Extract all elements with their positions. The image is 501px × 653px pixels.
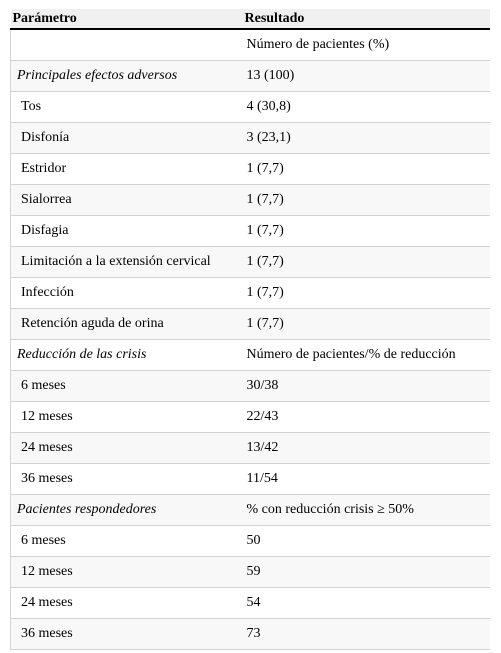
param-cell: Sialorrea bbox=[11, 185, 243, 216]
table-row bbox=[11, 29, 491, 61]
param-cell: 12 meses bbox=[11, 557, 243, 588]
param-cell: 24 meses bbox=[11, 433, 243, 464]
result-cell: 4 (30,8) bbox=[243, 92, 491, 123]
table-header bbox=[11, 9, 491, 29]
result-cell: 13 (100) bbox=[243, 61, 491, 92]
result-cell: 1 (7,7) bbox=[243, 309, 491, 340]
header-param: Parámetro bbox=[11, 9, 243, 29]
param-cell: 36 meses bbox=[11, 464, 243, 495]
result-cell: 1 (7,7) bbox=[243, 247, 491, 278]
param-cell: Disfonía bbox=[11, 123, 243, 154]
table-row bbox=[11, 61, 491, 92]
result-cell: 3 (23,1) bbox=[243, 123, 491, 154]
result-cell: % con reducción crisis ≥ 50% bbox=[243, 495, 491, 526]
table-row bbox=[11, 557, 491, 588]
table-row bbox=[11, 92, 491, 123]
result-cell: 50 bbox=[243, 526, 491, 557]
section-label: Principales efectos adversos bbox=[11, 61, 243, 92]
table-row bbox=[11, 371, 491, 402]
param-cell: Limitación a la extensión cervical bbox=[11, 247, 243, 278]
table-row bbox=[11, 433, 491, 464]
param-cell: Disfagia bbox=[11, 216, 243, 247]
param-cell: 24 meses bbox=[11, 588, 243, 619]
results-table bbox=[10, 9, 490, 650]
table-row bbox=[11, 278, 491, 309]
results-table-container bbox=[10, 9, 490, 653]
table-row bbox=[11, 154, 491, 185]
result-cell: 59 bbox=[243, 557, 491, 588]
header-result: Resultado bbox=[243, 9, 491, 29]
param-cell: Retención aguda de orina bbox=[11, 309, 243, 340]
table-body bbox=[11, 29, 491, 650]
result-cell: Número de pacientes (%) bbox=[243, 29, 491, 61]
section-label: Pacientes respondedores bbox=[11, 495, 243, 526]
table-row bbox=[11, 619, 491, 650]
table-row bbox=[11, 247, 491, 278]
result-cell: 30/38 bbox=[243, 371, 491, 402]
table-row bbox=[11, 340, 491, 371]
table-row bbox=[11, 402, 491, 433]
result-cell: Número de pacientes/% de reducción bbox=[243, 340, 491, 371]
table-row bbox=[11, 464, 491, 495]
result-cell: 1 (7,7) bbox=[243, 216, 491, 247]
table-row bbox=[11, 495, 491, 526]
table-row bbox=[11, 216, 491, 247]
param-cell: Tos bbox=[11, 92, 243, 123]
result-cell: 22/43 bbox=[243, 402, 491, 433]
section-label: Reducción de las crisis bbox=[11, 340, 243, 371]
result-cell: 1 (7,7) bbox=[243, 278, 491, 309]
table-row bbox=[11, 526, 491, 557]
param-cell: 6 meses bbox=[11, 526, 243, 557]
param-cell: Estridor bbox=[11, 154, 243, 185]
param-cell: 6 meses bbox=[11, 371, 243, 402]
result-cell: 1 (7,7) bbox=[243, 154, 491, 185]
param-cell: 36 meses bbox=[11, 619, 243, 650]
table-row bbox=[11, 185, 491, 216]
table-row bbox=[11, 123, 491, 154]
result-cell: 1 (7,7) bbox=[243, 185, 491, 216]
result-cell: 54 bbox=[243, 588, 491, 619]
table-row bbox=[11, 588, 491, 619]
param-cell: Infección bbox=[11, 278, 243, 309]
table-row bbox=[11, 309, 491, 340]
header-row bbox=[11, 9, 491, 29]
result-cell: 13/42 bbox=[243, 433, 491, 464]
param-cell: 12 meses bbox=[11, 402, 243, 433]
result-cell: 11/54 bbox=[243, 464, 491, 495]
param-cell bbox=[11, 29, 243, 61]
result-cell: 73 bbox=[243, 619, 491, 650]
